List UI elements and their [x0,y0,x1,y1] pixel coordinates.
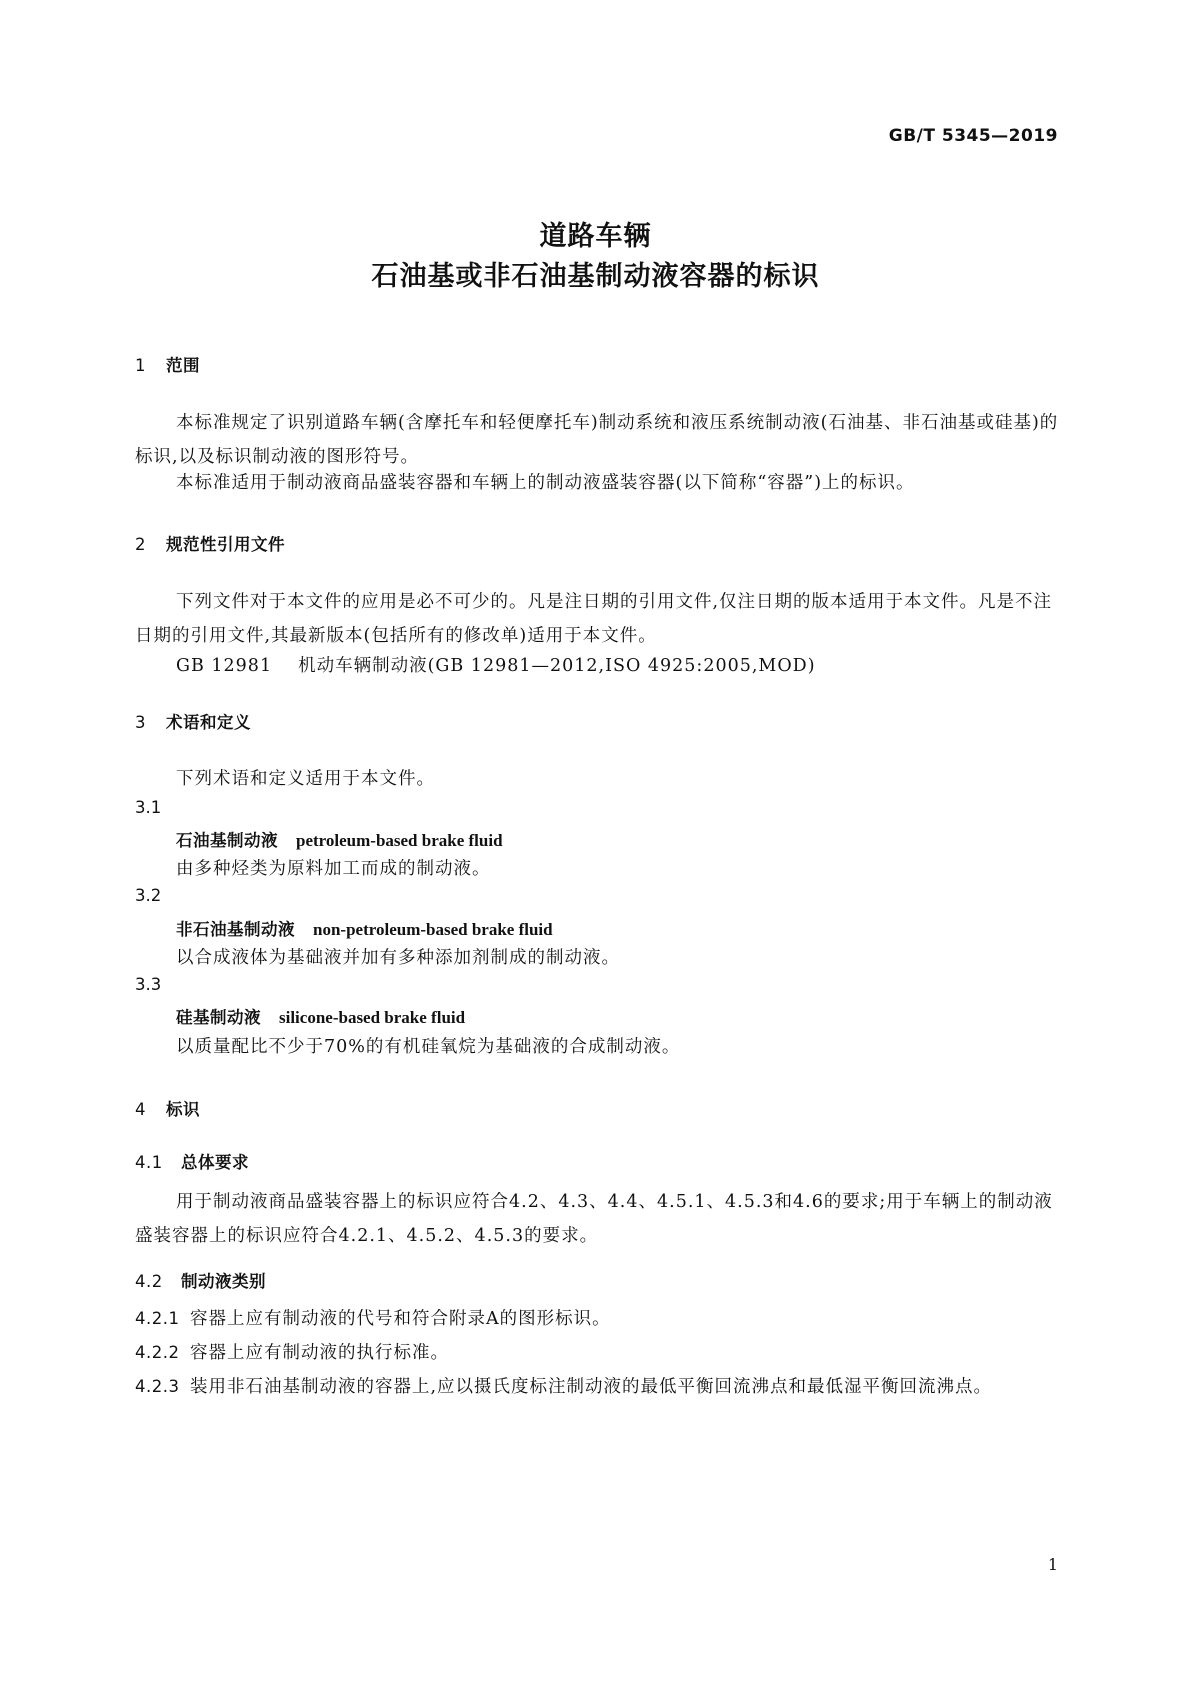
term-zh: 非石油基制动液 [176,920,295,939]
clause-4-2-1 [135,1302,1059,1336]
document-title-line2: 石油基或非石油基制动液容器的标识 [371,261,820,292]
section-title: 规范性引用文件 [166,535,285,554]
term-number: 3.2 [135,886,162,905]
section-1-heading [135,352,200,376]
section-title: 范围 [166,356,200,375]
term-en: petroleum-based brake fluid [296,831,503,850]
clause-4-2-2 [135,1336,1059,1370]
section-title: 总体要求 [181,1153,249,1172]
section-2-paragraph-1: 下列文件对于本文件的应用是必不可少的。凡是注日期的引用文件,仅注日期的版本适用于本文件。凡是不注日期的引用文件,其最新版本(包括所有的修改单)适用于本文件。 [135,592,1053,646]
section-4-2-heading [135,1268,266,1292]
document-title-line1: 道路车辆 [539,221,652,252]
section-2-heading [135,531,285,555]
term-entry [176,916,553,940]
term-zh: 石油基制动液 [176,831,278,850]
section-4-1-paragraph: 用于制动液商品盛装容器上的标识应符合4.2、4.3、4.4、4.5.1、4.5.3和4.6的要求;用于车辆上的制动液盛装容器上的标识应符合4.2.1、4.5.2、4.5.3的要求。 [135,1192,1053,1246]
term-en: non-petroleum-based brake fluid [313,920,553,939]
section-number: 1 [135,356,146,375]
section-1-paragraph-1: 本标准规定了识别道路车辆(含摩托车和轻便摩托车)制动系统和液压系统制动液(石油基、非石油基或硅基)的标识,以及标识制动液的图形符号。 [135,413,1059,467]
normative-reference [176,652,816,677]
clause-number: 4.2.2 [135,1343,180,1362]
clause-text: 容器上应有制动液的代号和符合附录A的图形标识。 [190,1309,611,1329]
term-entry [176,1004,465,1028]
section-title: 制动液类别 [181,1272,266,1291]
clause-4-2-3 [135,1370,1059,1404]
clause-text: 容器上应有制动液的执行标准。 [190,1343,449,1363]
term-number: 3.3 [135,975,162,994]
reference-title: 机动车辆制动液(GB 12981—2012,ISO 4925:2005,MOD) [298,656,816,676]
section-number: 2 [135,535,146,554]
section-number: 3 [135,713,146,732]
term-zh: 硅基制动液 [176,1008,261,1027]
section-number: 4 [135,1100,146,1119]
term-entry [176,827,503,851]
term-definition: 以质量配比不少于70%的有机硅氧烷为基础液的合成制动液。 [176,1037,681,1057]
section-1-paragraph-2: 本标准适用于制动液商品盛装容器和车辆上的制动液盛装容器(以下简称“容器”)上的标识。 [176,473,915,493]
page-number: 1 [1047,1555,1058,1574]
section-3-heading [135,709,251,733]
section-4-heading [135,1096,200,1120]
term-definition: 由多种烃类为原料加工而成的制动液。 [176,859,491,879]
section-3-intro: 下列术语和定义适用于本文件。 [176,769,435,789]
section-number: 4.2 [135,1272,163,1291]
reference-code: GB 12981 [176,656,273,676]
section-title: 术语和定义 [166,713,251,732]
term-number: 3.1 [135,798,162,817]
section-number: 4.1 [135,1153,163,1172]
clause-number: 4.2.3 [135,1377,180,1396]
clause-number: 4.2.1 [135,1309,180,1328]
section-4-1-heading [135,1149,249,1173]
section-title: 标识 [166,1100,200,1119]
term-en: silicone-based brake fluid [279,1008,466,1027]
standard-code: GB/T 5345—2019 [888,126,1058,146]
term-definition: 以合成液体为基础液并加有多种添加剂制成的制动液。 [176,948,620,968]
clause-text: 装用非石油基制动液的容器上,应以摄氏度标注制动液的最低平衡回流沸点和最低湿平衡回流沸点。 [190,1377,993,1397]
